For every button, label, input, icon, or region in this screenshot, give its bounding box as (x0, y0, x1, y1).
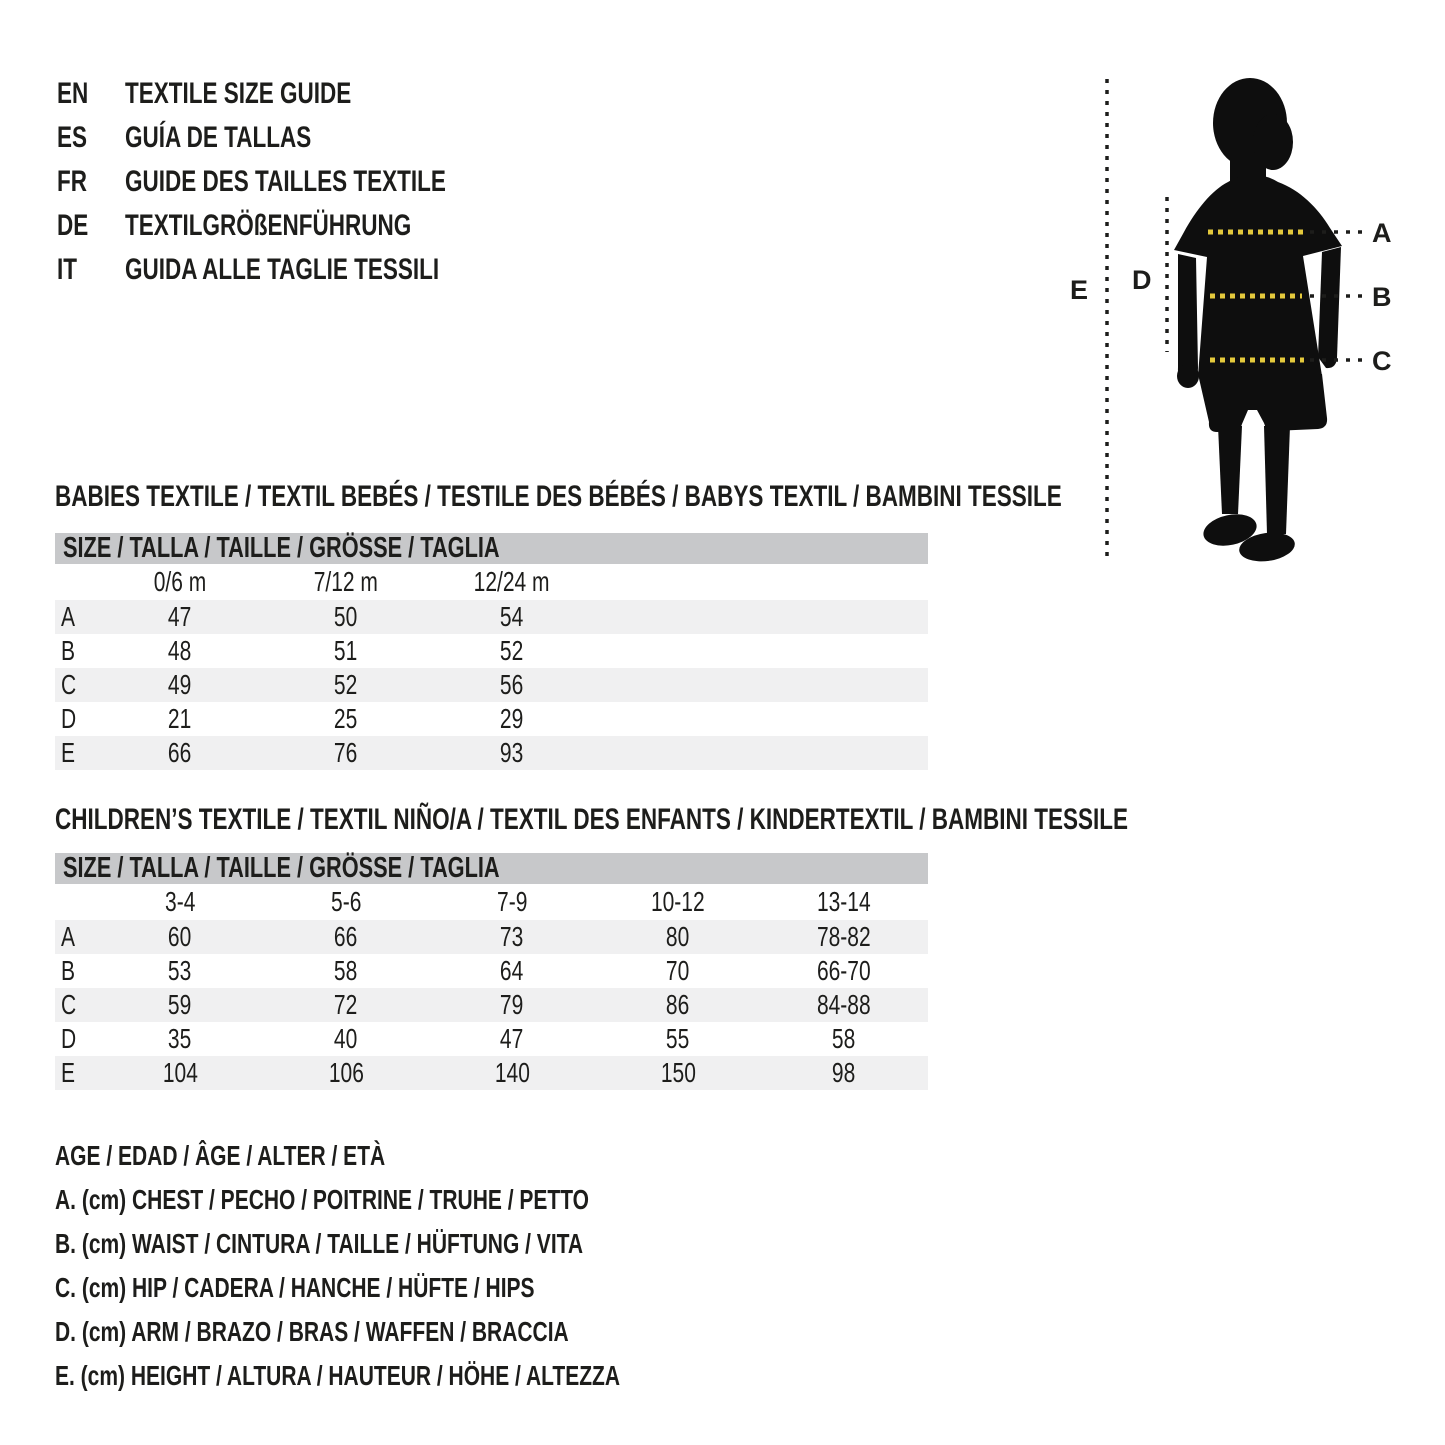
column-header: 3-4 (164, 886, 196, 917)
row-label: E (61, 1057, 76, 1088)
table-column-headers (55, 884, 928, 920)
cell-value: 51 (334, 635, 358, 666)
cell-value: 60 (168, 921, 192, 952)
legend-line (55, 1178, 808, 1222)
cell-value: 104 (162, 1057, 198, 1088)
cell-value: 35 (168, 1023, 192, 1054)
table-row (55, 702, 928, 736)
arm-label: D (1132, 265, 1152, 295)
cell-value: 25 (334, 703, 358, 734)
legend-line (55, 1222, 808, 1266)
language-row (57, 204, 553, 248)
cell-value: 66 (168, 737, 192, 768)
cell-value: 93 (500, 737, 524, 768)
cell-value: 140 (494, 1057, 530, 1088)
cell-value: 54 (500, 601, 524, 632)
language-title: GUIDE DES TAILLES TEXTILE (125, 165, 446, 198)
cell-value: 84-88 (817, 989, 871, 1020)
row-label: B (61, 955, 76, 986)
cell-value: 56 (500, 669, 524, 700)
cell-value: 66 (334, 921, 358, 952)
row-label: D (61, 703, 77, 734)
table-row (55, 736, 928, 770)
legend-text: E. (cm) HEIGHT / ALTURA / HAUTEUR / HÖHE / ALTEZZA (55, 1360, 621, 1391)
language-title: GUÍA DE TALLAS (125, 121, 312, 154)
language-title: TEXTILGRÖßENFÜHRUNG (125, 209, 412, 242)
cell-value: 52 (334, 669, 358, 700)
cell-value: 21 (168, 703, 192, 734)
height-label: E (1070, 275, 1089, 305)
babies-size-table (55, 533, 928, 770)
column-header: 7-9 (496, 886, 528, 917)
column-header: 5-6 (330, 886, 362, 917)
legend-text: D. (cm) ARM / BRAZO / BRAS / WAFFEN / BRACCIA (55, 1316, 569, 1347)
waist-label: B (1372, 282, 1392, 312)
language-row (57, 72, 553, 116)
cell-value: 76 (334, 737, 358, 768)
legend-text: A. (cm) CHEST / PECHO / POITRINE / TRUHE / PETTO (55, 1184, 590, 1215)
size-header-text: SIZE / TALLA / TAILLE / GRÖSSE / TAGLIA (63, 852, 500, 884)
cell-value: 78-82 (817, 921, 871, 952)
cell-value: 70 (666, 955, 690, 986)
cell-value: 40 (334, 1023, 358, 1054)
legend-line (55, 1354, 808, 1398)
silhouette-shirt (1174, 175, 1342, 376)
table-row (55, 1022, 928, 1056)
row-label: A (61, 601, 76, 632)
cell-value: 52 (500, 635, 524, 666)
size-header-text: SIZE / TALLA / TAILLE / GRÖSSE / TAGLIA (63, 532, 500, 564)
children-size-table (55, 853, 928, 1090)
cell-value: 50 (334, 601, 358, 632)
column-header: 7/12 m (313, 566, 379, 597)
table-row (55, 1056, 928, 1090)
cell-value: 73 (500, 921, 524, 952)
silhouette-left-hand (1177, 364, 1199, 388)
table-row (55, 600, 928, 634)
cell-value: 106 (328, 1057, 364, 1088)
cell-value: 150 (660, 1057, 696, 1088)
row-label: E (61, 737, 76, 768)
cell-value: 47 (500, 1023, 524, 1054)
silhouette-right-arm (1318, 247, 1341, 368)
table-row (55, 634, 928, 668)
cell-value: 49 (168, 669, 192, 700)
language-title: TEXTILE SIZE GUIDE (125, 77, 352, 110)
legend-line (55, 1266, 808, 1310)
silhouette-left-arm (1178, 254, 1198, 379)
language-code: EN (57, 77, 89, 110)
column-header: 10-12 (651, 886, 705, 917)
cell-value: 55 (666, 1023, 690, 1054)
table-row (55, 668, 928, 702)
measurement-legend (55, 1134, 808, 1398)
row-label: C (61, 669, 77, 700)
language-code: FR (57, 165, 87, 198)
cell-value: 58 (334, 955, 358, 986)
cell-value: 72 (334, 989, 358, 1020)
row-label: B (61, 635, 76, 666)
column-header: 12/24 m (474, 566, 550, 597)
cell-value: 47 (168, 601, 192, 632)
silhouette-shorts (1198, 374, 1327, 432)
cell-value: 86 (666, 989, 690, 1020)
row-label: D (61, 1023, 77, 1054)
child-measurement-figure (1060, 60, 1445, 600)
legend-text: AGE / EDAD / ÂGE / ALTER / ETÀ (55, 1140, 386, 1171)
legend-line (55, 1310, 808, 1354)
cell-value: 64 (500, 955, 524, 986)
table-row (55, 920, 928, 954)
language-title-list (57, 72, 553, 292)
row-label: C (61, 989, 77, 1020)
language-code: ES (57, 121, 88, 154)
table-row (55, 954, 928, 988)
babies-section-title: BABIES TEXTILE / TEXTIL BEBÉS / TESTILE DES BÉBÉS / BABYS TEXTIL / BAMBINI TESSILE (55, 480, 1062, 513)
cell-value: 66-70 (817, 955, 871, 986)
cell-value: 79 (500, 989, 524, 1020)
language-code: IT (57, 253, 78, 286)
language-row (57, 116, 553, 160)
language-row (57, 160, 553, 204)
cell-value: 29 (500, 703, 524, 734)
legend-line (55, 1134, 808, 1178)
chest-label: A (1372, 218, 1392, 248)
table-size-header (55, 533, 928, 564)
cell-value: 80 (666, 921, 690, 952)
column-header: 13-14 (817, 886, 871, 917)
hip-label: C (1372, 346, 1392, 376)
language-row (57, 248, 553, 292)
legend-text: C. (cm) HIP / CADERA / HANCHE / HÜFTE / HIPS (55, 1272, 535, 1303)
column-header: 0/6 m (153, 566, 207, 597)
cell-value: 48 (168, 635, 192, 666)
table-column-headers (55, 564, 928, 600)
legend-text: B. (cm) WAIST / CINTURA / TAILLE / HÜFTUNG / VITA (55, 1228, 584, 1259)
row-label: A (61, 921, 76, 952)
language-title: GUIDA ALLE TAGLIE TESSILI (125, 253, 440, 286)
table-row (55, 988, 928, 1022)
silhouette-right-leg (1264, 426, 1290, 534)
table-size-header (55, 853, 928, 884)
cell-value: 98 (832, 1057, 856, 1088)
language-code: DE (57, 209, 89, 242)
cell-value: 58 (832, 1023, 856, 1054)
children-section-title: CHILDREN’S TEXTILE / TEXTIL NIÑO/A / TEXTIL DES ENFANTS / KINDERTEXTIL / BAMBINI TESSILE (55, 803, 1129, 836)
cell-value: 53 (168, 955, 192, 986)
cell-value: 59 (168, 989, 192, 1020)
